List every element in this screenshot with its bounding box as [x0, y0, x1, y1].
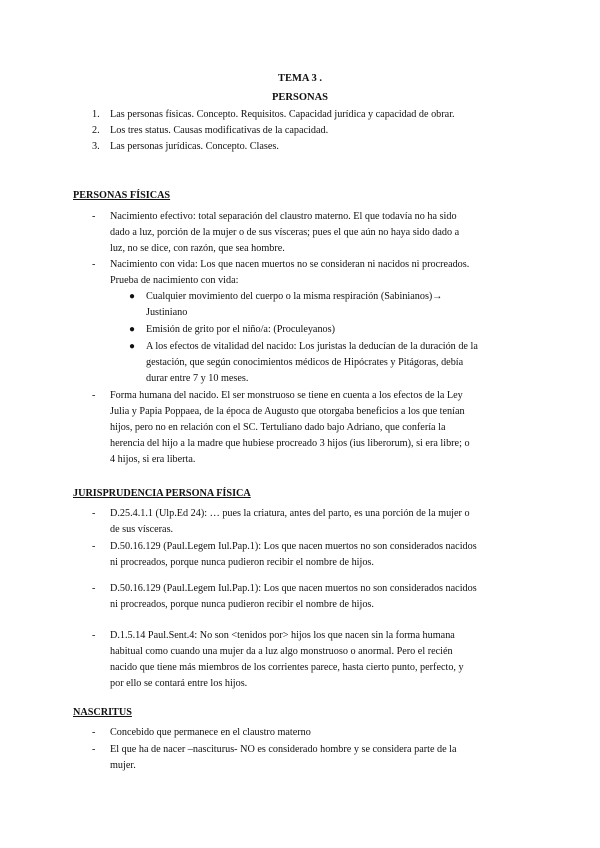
- paragraph-line: Concebido que permanece en el claustro materno: [110, 727, 311, 738]
- paragraph-line: dado a luz, porción de la mujer o de sus vísceras; pues el que aún no haya sido dado a: [110, 227, 460, 238]
- dash-marker: -: [92, 211, 96, 222]
- citation-line: D.50.16.129 (Paul.Legem Iul.Pap.1): Los que nacen muertos no son considerados nacidos: [110, 583, 477, 594]
- section-heading-nascritus: NASCRITUS: [73, 707, 132, 718]
- paragraph-line: Nacimiento efectivo: total separación del claustro materno. El que todavía no ha sido: [110, 211, 457, 222]
- paragraph-line: Prueba de nacimiento con vida:: [110, 275, 239, 286]
- paragraph-line: Julia y Papia Poppaea, de la época de Augusto que otorgaba beneficios a los que tenían: [110, 406, 465, 417]
- citation-line: D.50.16.129 (Paul.Legem Iul.Pap.1): Los que nacen muertos no son considerados nacidos: [110, 541, 477, 552]
- dash-marker: -: [92, 744, 96, 755]
- sub-item-line: Cualquier movimiento del cuerpo o la misma respiración (Sabinianos)→: [146, 291, 443, 302]
- outline-item: Las personas jurídicas. Concepto. Clases.: [110, 141, 279, 152]
- bullet-marker: ●: [129, 291, 136, 302]
- citation-line: ni procreados, porque nunca pudieron recibir el nombre de hijos.: [110, 557, 374, 568]
- dash-marker: -: [92, 630, 96, 641]
- tema-heading: TEMA 3 .: [277, 73, 323, 84]
- bullet-marker: ●: [129, 324, 136, 335]
- sub-item-line: Justiniano: [146, 307, 188, 318]
- paragraph-line: Nacimiento con vida: Los que nacen muertos no se consideran ni nacidos ni procreados.: [110, 259, 470, 270]
- dash-marker: -: [92, 259, 96, 270]
- citation-line: nacido que tiene más miembros de los corrientes parece, hasta cierto punto, perfecto, y: [110, 662, 464, 673]
- outline-number: 3.: [92, 141, 100, 152]
- section-heading-personas-fisicas: PERSONAS FÍSICAS: [73, 190, 171, 201]
- section-heading-jurisprudencia: JURISPRUDENCIA PERSONA FÍSICA: [73, 488, 251, 499]
- outline-item: Los tres status. Causas modificativas de la capacidad.: [110, 125, 329, 136]
- paragraph-line: mujer.: [110, 760, 136, 771]
- sub-item-line: durar entre 7 y 10 meses.: [146, 373, 249, 384]
- paragraph-line: luz, no se dice, con razón, que sea hombre.: [110, 243, 285, 254]
- citation-line: ni procreados, porque nunca pudieron recibir el nombre de hijos.: [110, 599, 374, 610]
- paragraph-line: 4 hijos, si era liberta.: [110, 454, 196, 465]
- outline-number: 1.: [92, 109, 100, 120]
- citation-line: habitual como cuando una mujer da a luz algo monstruoso o anormal. Pero el recién: [110, 646, 453, 657]
- sub-item-line: gestación, que según conocimientos médicos de Hipócrates y Pitágoras, debía: [146, 357, 464, 368]
- dash-marker: -: [92, 390, 96, 401]
- outline-number: 2.: [92, 125, 100, 136]
- sub-item-line: Emisión de grito por el niño/a: (Proculeyanos): [146, 324, 335, 335]
- dash-marker: -: [92, 508, 96, 519]
- dash-marker: -: [92, 727, 96, 738]
- paragraph-line: hijos, pero no en relación con el SC. Tertuliano dado bajo Adriano, que confería la: [110, 422, 446, 433]
- sub-item-line: A los efectos de vitalidad del nacido: Los juristas la deducían de la duración de la: [146, 341, 478, 352]
- paragraph-line: herencia del hijo a la madre que hubiese procreado 3 hijos (ius liberorum), si era libre; o: [110, 438, 470, 449]
- citation-line: D.1.5.14 Paul.Sent.4: No son <tenidos por> hijos los que nacen sin la forma humana: [110, 630, 455, 641]
- citation-line: D.25.4.1.1 (Ulp.Ed 24): … pues la criatura, antes del parto, es una porción de la mujer o: [110, 508, 470, 519]
- bullet-marker: ●: [129, 341, 136, 352]
- paragraph-line: El que ha de nacer –nasciturus- NO es considerado hombre y se considera parte de la: [110, 744, 457, 755]
- dash-marker: -: [92, 541, 96, 552]
- paragraph-line: Forma humana del nacido. El ser monstruoso se tiene en cuenta a los efectos de la Ley: [110, 390, 463, 401]
- citation-line: por ello se contará entre los hijos.: [110, 678, 248, 689]
- outline-item: Las personas físicas. Concepto. Requisitos. Capacidad jurídica y capacidad de obrar.: [110, 109, 455, 120]
- citation-line: de sus vísceras.: [110, 524, 174, 535]
- page-title: PERSONAS: [271, 92, 328, 103]
- dash-marker: -: [92, 583, 96, 594]
